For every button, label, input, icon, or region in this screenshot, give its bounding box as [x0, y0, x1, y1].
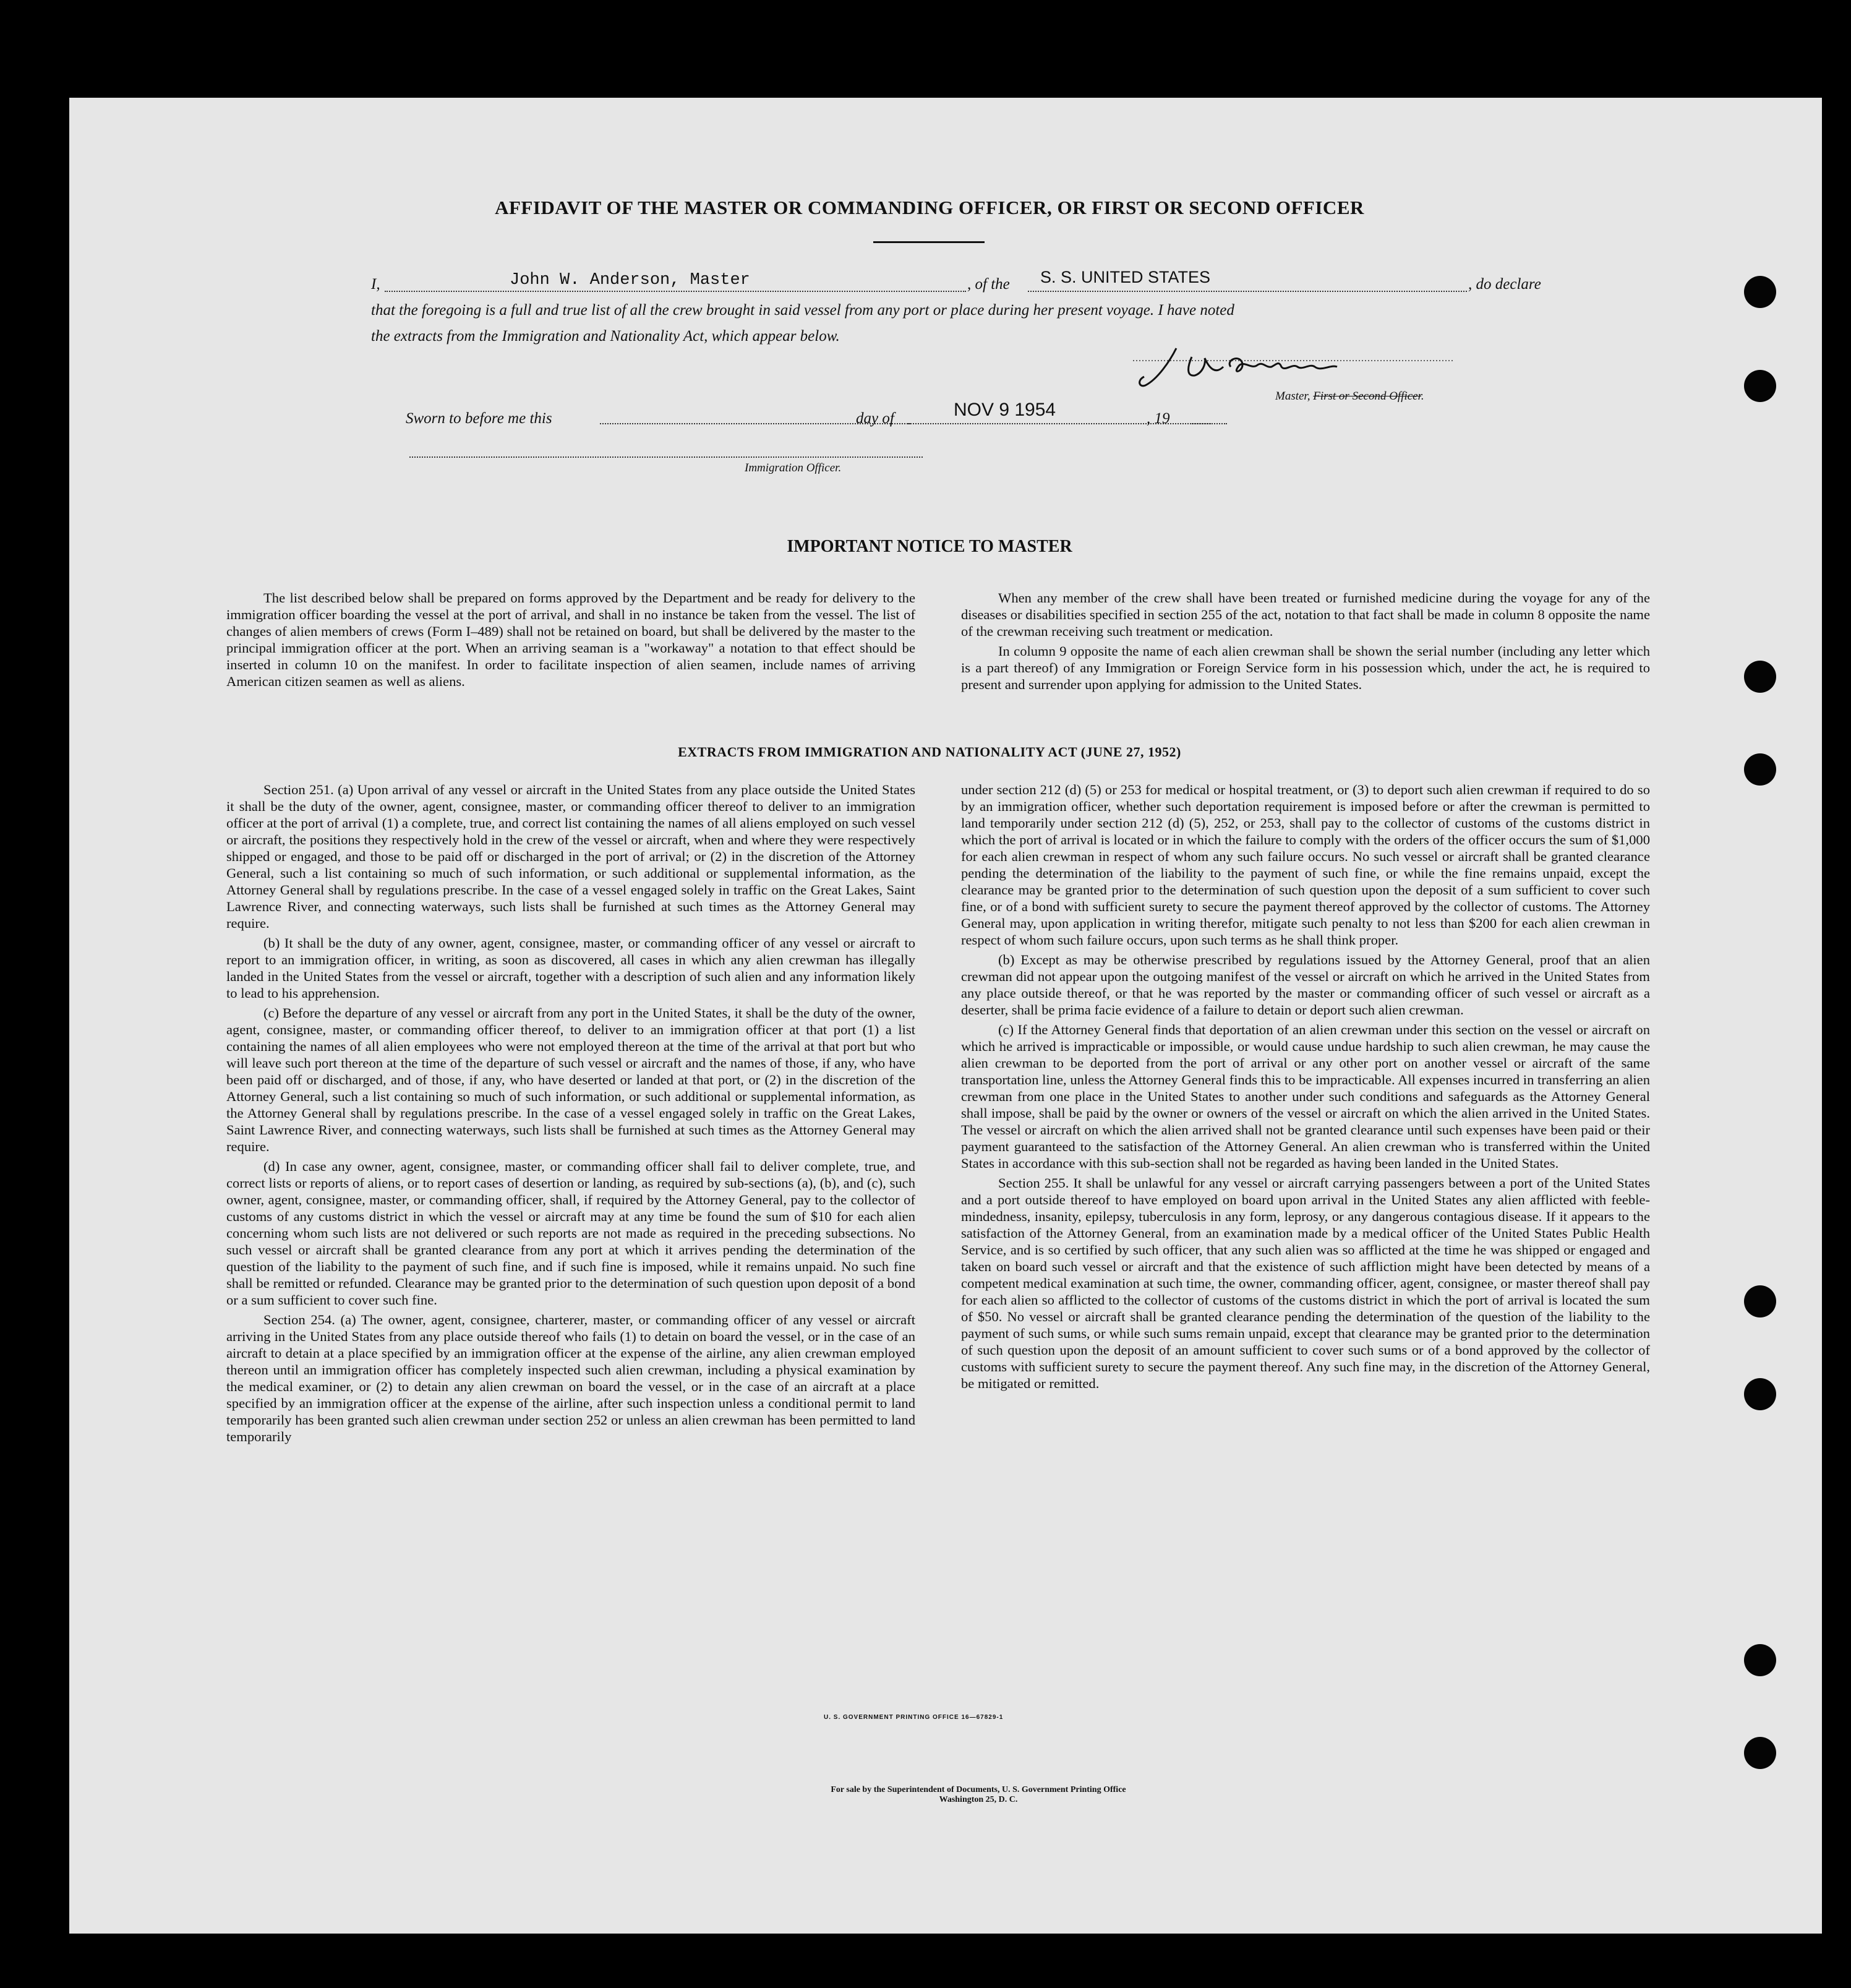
notice-heading: IMPORTANT NOTICE TO MASTER	[787, 537, 1072, 556]
declarant-name: John W. Anderson, Master	[510, 271, 750, 289]
declaration-line-3: the extracts from the Immigration and Nationality Act, which appear below.	[371, 328, 840, 345]
affidavit-form-page	[69, 98, 1822, 1934]
punch-hole	[1744, 1644, 1776, 1676]
section-254a-continued: under section 212 (d) (5) or 253 for medical or hospital treatment, or (3) to deport such alien crewman if required to do so by an immigration officer, whether such deportation requirement is imposed before or after the crewman is permitted to land temporarily under section 212 (d) (5), 252, or 253, shall pay to the collector of customs of the customs district in which the port of arrival is located or in which the failure to comply with the orders of the officer occurs the sum of $1,000 for each alien crewman in respect of whom any such failure occurs. No such vessel or aircraft shall be granted clearance pending the determination of the liability to the payment of such fine, or while the fine remains unpaid, except the clearance may be granted prior to the determination of such question upon the deposit of a sum sufficient to cover such fine, or of a bond with sufficient surety to secure the payment thereof approved by the collector of customs. The Attorney General may, upon application in writing therefor, mitigate such penalty to not less than $200 for each alien crewman in respect of whom such failure occurs, upon such terms as he shall think proper.	[961, 782, 1650, 948]
sale-notice	[69, 1785, 1851, 1805]
extracts-heading: EXTRACTS FROM IMMIGRATION AND NATIONALITY ACT (JUNE 27, 1952)	[678, 744, 1181, 760]
signature-label-struck: First or Second Officer	[1313, 390, 1421, 403]
officer-signature-line	[409, 456, 923, 458]
notice-left-paragraph: The list described below shall be prepared on forms approved by the Department and be ready for delivery to the immigration officer boarding the vessel at the port of arrival, and shall in no instance be taken from the vessel. The list of changes of alien members of crews (Form I–489) shall not be retained on board, but shall be delivered by the master to the principal immigration officer at the port. When an arriving seaman is a "workaway" a notation to that effect should be inserted in column 10 on the manifest. In order to facilitate inspection of alien seamen, include names of arriving American citizen seamen as well as aliens.	[226, 590, 915, 689]
notice-right-paragraph-1: When any member of the crew shall have been treated or furnished medicine during the voyage for any of the diseases or disabilities specified in section 255 of the act, notation to that fact shall be made in column 8 opposite the name of the crewman receiving such treatment or medication.	[961, 590, 1650, 639]
punch-hole	[1744, 753, 1776, 786]
declaration-of: , of the	[967, 276, 1010, 293]
section-251c: (c) Before the departure of any vessel or aircraft from any port in the United States, it shall be the duty of the owner, agent, consignee, master, or commanding officer thereof, to deliver to an immigration officer at that port (1) a list containing the names of all alien employees who were not employed thereon at the time of the arrival at that port but who will leave such port thereon at the time of the departure of such vessel or aircraft and the names of those, if any, who have been paid off or discharged, and of those, if any, who have deserted or landed at that port, or (2) in the discretion of the Attorney General, such a list containing so much of such information, or such additional or supplemental information, as the Attorney General shall by regulations prescribe. In the case of a vessel engaged solely in traffic on the Great Lakes, Saint Lawrence River, and connecting waterways, such lists shall be furnished at such times as the Attorney General may require.	[226, 1005, 915, 1154]
title-rule	[873, 241, 985, 243]
section-254a: Section 254. (a) The owner, agent, consignee, charterer, master, or commanding officer of any vessel or aircraft arriving in the United States from any place outside thereof who fails (1) to detain on board the vessel, or in the case of an aircraft to detain at a place specified by an immigration officer at the expense of the airline, any alien crewman employed thereon until an immigration officer has completely inspected such alien crewman, including a physical examination by the medical examiner, or (2) to detain any alien crewman on board the vessel, or in the case of an aircraft at a place specified by an immigration officer at the expense of the airline, after such inspection unless a conditional permit to land temporarily has been granted such alien crewman under section 252 or unless an alien crewman has been permitted to land temporarily	[226, 1312, 915, 1444]
declaration-prefix: I,	[371, 276, 380, 293]
section-254c: (c) If the Attorney General finds that deportation of an alien crewman under this section on the vessel or aircraft on which he arrived is impracticable or impossible, or would cause undue hardship to such alien crewman, he may cause the alien crewman to be deported from the port of arrival or any other port on another vessel or aircraft of the same transportation line, unless the Attorney General finds this to be impracticable. All expenses incurred in transferring an alien crewman from one place in the United States to another under such conditions and safeguards as the Attorney General shall impose, shall be paid by the owner or owners of the vessel or aircraft on which the alien arrived in the United States. The vessel or aircraft on which the alien arrived shall not be granted clearance until such expenses have been paid or their payment guaranteed to the satisfaction of the Attorney General. An alien crewman who is transferred within the United States in accordance with this sub-section shall not be regarded as having been landed in the United States.	[961, 1022, 1650, 1171]
declaration-suffix: , do declare	[1468, 276, 1541, 293]
section-251d: (d) In case any owner, agent, consignee, master, or commanding officer shall fail to deliver complete, true, and correct lists or reports of aliens, or to report cases of desertion or landing, as required by sub-sections (a), (b), and (c), such owner, agent, consignee, master, or commanding officer, shall, if required by the Attorney General, pay to the collector of customs of any customs district in which the vessel or aircraft may at any time be found the sum of $10 for each alien concerning whom such lists are not delivered or such reports are not made as required in the preceding subsections. No such vessel or aircraft shall be granted clearance from any port at which it arrives pending the determination of the question of the liability to the payment of such fine, and if such fine is imposed, while it remains unpaid. No such fine shall be remitted or refunded. Clearance may be granted prior to the determination of such question upon deposit of a bond or a sum sufficient to cover such fine.	[226, 1159, 915, 1308]
section-251a: Section 251. (a) Upon arrival of any vessel or aircraft in the United States from any place outside the United States it shall be the duty of the owner, agent, consignee, master, or commanding officer thereof to deliver to an immigration officer at the port of arrival (1) a complete, true, and correct list containing the names of all aliens employed on such vessel or aircraft, the positions they respectively hold in the crew of the vessel or aircraft, when and where they were respectively shipped or engaged, and those to be paid off or discharged in the port of arrival; or (2) in the discretion of the Attorney General, such a list containing so much of such information, or such additional or supplemental information, as the Attorney General shall by regulations prescribe. In the case of a vessel engaged solely in traffic on the Great Lakes, Saint Lawrence River, and connecting waterways, such lists shall be furnished at such times as the Attorney General may require.	[226, 782, 915, 931]
sale-line-2: Washington 25, D. C.	[939, 1795, 1018, 1804]
punch-hole	[1744, 276, 1776, 308]
punch-hole	[1744, 370, 1776, 402]
declaration-line-2: that the foregoing is a full and true list of all the crew brought in said vessel from any port or place during her present voyage. I have noted	[371, 302, 1234, 319]
extracts-right-column	[961, 781, 1650, 1395]
notice-left-column	[226, 589, 915, 693]
sworn-day-of: day of	[856, 410, 894, 427]
notice-right-column	[961, 589, 1650, 696]
section-254b: (b) Except as may be otherwise prescribed by regulations issued by the Attorney General, proof that an alien crewman did not appear upon the outgoing manifest of the vessel or aircraft on which he arrived in the United States from any place outside thereof, or that he was reported by the master or commanding officer of such vessel or aircraft as a deserter, shall be prima facie evidence of a failure to detain or deport such alien crewman.	[961, 952, 1650, 1018]
signature-caption	[1275, 390, 1424, 403]
notice-right-paragraph-2: In column 9 opposite the name of each alien crewman shall be shown the serial number (including any letter which is a part thereof) of any Immigration or Foreign Service form in his possession which, under the act, he is required to present and surrender upon applying for admission to the United States.	[961, 643, 1650, 692]
section-255: Section 255. It shall be unlawful for any vessel or aircraft carrying passengers between a port of the United States and a port outside thereof to have employed on board upon arrival in the United States any alien afflicted with feeble-mindedness, insanity, epilepsy, tuberculosis in any form, leprosy, or any dangerous contagious disease. If it appears to the satisfaction of the Attorney General, from an examination made by a medical officer of the United States Public Health Service, and is so certified by such officer, that any such alien was so afflicted at the time he was shipped or engaged and taken on board such vessel or aircraft and that the existence of such affliction might have been detected by means of a competent medical examination at such time, the owner, commanding officer, agent, consignee, or master thereof shall pay for each alien so afflicted to the collector of customs of the customs district in which the port of arrival is located the sum of $50. No vessel or aircraft shall be granted clearance pending the determination of the question of the liability to the payment of such sums, or while such sums remain unpaid, except that clearance may be granted prior to the determination of such question upon the deposit of an amount sufficient to cover such sums or of a bond approved by the collector of customs with sufficient surety to secure the payment thereof. Any such fine may, in the discretion of the Attorney General, be mitigated or remitted.	[961, 1175, 1650, 1391]
sworn-year: , 19	[1147, 410, 1170, 427]
signature-label-end: .	[1421, 390, 1424, 403]
sworn-prefix: Sworn to before me this	[406, 410, 552, 427]
sworn-year-line	[1190, 423, 1227, 424]
affidavit-title: AFFIDAVIT OF THE MASTER OR COMMANDING OFFICER, OR FIRST OR SECOND OFFICER	[495, 197, 1364, 218]
section-251b: (b) It shall be the duty of any owner, agent, consignee, master, or commanding officer of any vessel or aircraft to report to an immigration officer, in writing, as soon as discovered, all cases in which any alien crewman has illegally landed in the United States from the vessel or aircraft, together with a description of such alien and any information likely to lead to his apprehension.	[226, 935, 915, 1001]
vessel-name: S. S. UNITED STATES	[1040, 268, 1211, 286]
extracts-left-column	[226, 781, 915, 1448]
vessel-line	[1028, 291, 1467, 292]
declarant-line	[385, 291, 966, 292]
punch-hole	[1744, 1285, 1776, 1317]
punch-hole	[1744, 1378, 1776, 1410]
sale-line-1: For sale by the Superintendent of Documents, U. S. Government Printing Office	[831, 1785, 1126, 1794]
punch-hole	[1744, 661, 1776, 693]
punch-hole	[1744, 1737, 1776, 1769]
printing-office-imprint: U. S. GOVERNMENT PRINTING OFFICE 16—67829-1	[824, 1714, 1004, 1721]
date-stamp: NOV 9 1954	[954, 400, 1056, 420]
officer-label: Immigration Officer.	[745, 461, 842, 474]
signature-label-master: Master,	[1275, 390, 1310, 403]
